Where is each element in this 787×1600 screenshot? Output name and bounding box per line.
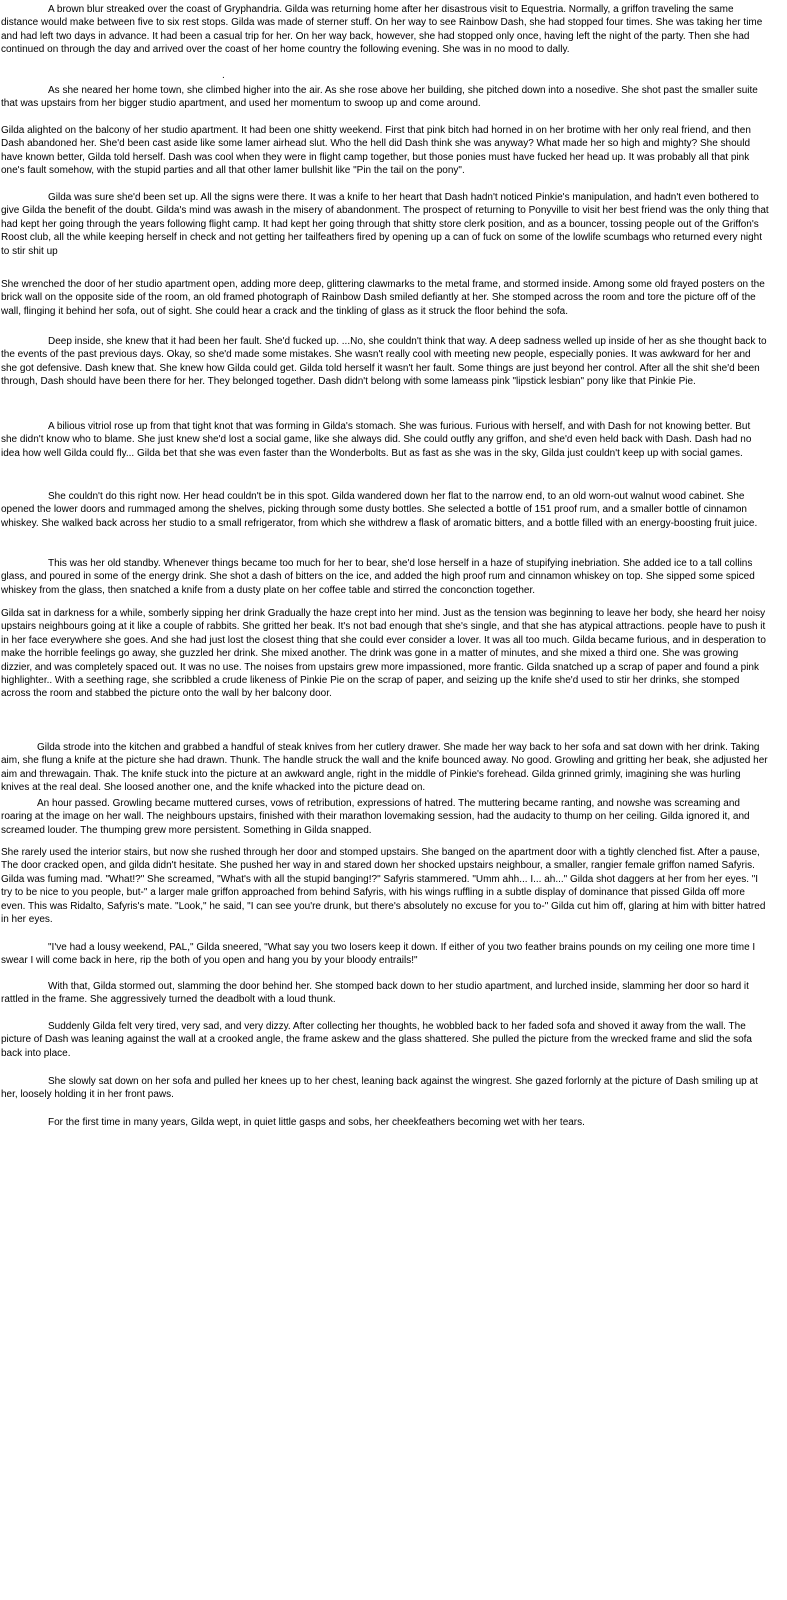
paragraph-17: She slowly sat down on her sofa and pulled her knees up to her chest, leaning back against the wingrest. She gazed forlornly at the picture of Dash smiling up at her, loosely holding it in her front paws. — [1, 1076, 758, 1101]
paragraph-8: She couldn't do this right now. Her head couldn't be in this spot. Gilda wandered down her flat to the narrow end, to an old worn-out walnut wood cabinet. She opened the lower doors and rummaged among the shelves, picking through some dusty bottles. She selected a bottle of 151 proof rum, and a smaller bottle of cinnamon whiskey. She walked back across her studio to a small refrigerator, from which she withdrew a flask of aromatic bitters, and a bottle filled with an energy-boosting fruit juice. — [1, 491, 758, 529]
paragraph-7: A bilious vitriol rose up from that tight knot that was forming in Gilda's stomach. She was furious. Furious with herself, and with Dash for not knowing better. But she didn't know who to blame. She just knew she'd lost a social game, like she always did. She could outfly any griffon, and she'd even held back with Dash. Dash had no idea how well Gilda could fly... Gilda bet that she was even faster than the Wonderbolts. But as fast as she was in the sky, Gilda just couldn't keep up with social games. — [1, 421, 752, 459]
paragraph-18: For the first time in many years, Gilda wept, in quiet little gasps and sobs, her cheekfeathers becoming wet with her tears. — [48, 1117, 585, 1128]
paragraph-4: Gilda was sure she'd been set up. All the signs were there. It was a knife to her heart that Dash hadn't noticed Pinkie's manipulation, and hadn't even bothered to give Gilda the benefit of the doubt. Gilda's mind was awash in the misery of abandonment. The prospect of returning to Ponyville to visit her best friend was the only thing that had kept her going through the years following flight camp. It had kept her going through that shitty store clerk position, and as a bouncer, tossing people out of the Griffon's Roost club, all the while keeping herself in check and not getting her tailfeathers fired by opening up a can of fuck on some of the lowlife scumbags who returned every night to stir shit up — [1, 192, 769, 257]
paragraph-16: Suddenly Gilda felt very tired, very sad, and very dizzy. After collecting her thoughts, he wobbled back to her faded sofa and shoved it away from the wall. The picture of Dash was leaning against the wall at a crooked angle, the frame askew and the glass shattered. She pulled the picture from the wrecked frame and slid the sofa back into place. — [1, 1021, 752, 1059]
paragraph-5: She wrenched the door of her studio apartment open, adding more deep, glittering clawmarks to the metal frame, and stormed inside. Among some old frayed posters on the brick wall on the opposite side of the room, an old framed photograph of Rainbow Dash smiled defiantly at her. She stomped across the room and tore the picture off of the wall, flinging it behind her sofa, out of sight. She could hear a crack and the tinkling of glass as it struck the floor behind the sofa. — [1, 279, 765, 317]
paragraph-11: Gilda strode into the kitchen and grabbed a handful of steak knives from her cutlery drawer. She made her way back to her sofa and sat down with her drink. Taking aim, she flung a knife at the picture she had drawn. Thunk. The handle struck the wall and the knife bounced away. No good. Growling and gritting her beak, she adjusted her aim and threwagain. Thak. The knife stuck into the picture at an awkward angle, right in the middle of Pinkie's forehead. Gilda grinned grimly, imagining she was hurling knives at the real deal. She loosed another one, and the knife whacked into the picture dead on. — [1, 742, 768, 794]
paragraph-13: She rarely used the interior stairs, but now she rushed through her door and stomped upstairs. She banged on the apartment door with a tightly clenched fist. After a pause, The door cracked open, and gilda didn't hesitate. She pushed her way in and stared down her shocked upstairs neighbour, a smaller, rangier female griffon named Safyris. Gilda was fuming mad. "What!?" She screamed, "What's with all the stupid banging!?" Safyris stammered. "Umm ahh... I... ah..." Gilda shot daggers at her from her eyes. "I try to be nice to you people, but-" a larger male griffon approached from behind Safyris, with his wings ruffling in a subtle display of dominance that pissed Gilda off more even. This was Ridalto, Safyris's mate. "Look," he said, "I can see you're drunk, but there's absolutely no excuse for you to-" Gilda cut him off, glaring at him with bitter hatred in her eyes. — [1, 847, 766, 926]
paragraph-1: A brown blur streaked over the coast of Gryphandria. Gilda was returning home after her disastrous visit to Equestria. Normally, a griffon traveling the same distance would make between five to six rest stops. Gilda was made of sterner stuff. On her way to see Rainbow Dash, she had stopped four times. She was taking her time and had left two days in advance. It had been a casual trip for her. On her way back, however, she had stopped only once, having left the night of the party. Then she had continued on through the day and arrived over the coast of her home country the following evening. She was in no mood to dally. — [1, 4, 763, 56]
stray-period: . — [222, 70, 225, 81]
paragraph-12: An hour passed. Growling became muttered curses, vows of retribution, expressions of hatred. The muttering became ranting, and nowshe was screaming and roaring at the image on her wall. The neighbours upstairs, finished with their marathon lovemaking session, had the audacity to thump on her ceiling. Gilda ignored it, and screamed louder. The thumping grew more persistent. Something in Gilda snapped. — [1, 798, 750, 836]
paragraph-2: As she neared her home town, she climbed higher into the air. As she rose above her building, she pitched down into a nosedive. She shot past the smaller suite that was upstairs from her bigger studio apartment, and used her momentum to swoop up and come around. — [1, 85, 758, 110]
paragraph-6: Deep inside, she knew that it had been her fault. She'd fucked up. ...No, she couldn't think that way. A deep sadness welled up inside of her as she thought back to the events of the past previous days. Okay, so she'd made some mistakes. She wasn't really cool with meeting new people, especially ponies. It was awkward for her and she got defensive. Dash knew that. She knew how Gilda could get. Gilda told herself it wasn't her fault. Some things are just beyond her control. After all the shit she'd been through, Dash should have been there for her. They belonged together. Dash didn't belong with some lameass pink "lipstick lesbian" pony like that Pinkie Pie. — [1, 336, 767, 388]
paragraph-9: This was her old standby. Whenever things became too much for her to bear, she'd lose herself in a haze of stupifying inebriation. She added ice to a tall collins glass, and poured in some of the energy drink. She shot a dash of bitters on the ice, and added the high proof rum and cinnamon whiskey on top. She sipped some spiced whiskey from the glass, then snatched a knife from a dusty plate on her coffee table and stirred the conconction together. — [1, 558, 755, 596]
paragraph-10: Gilda sat in darkness for a while, somberly sipping her drink Gradually the haze crept into her mind. Just as the tension was beginning to leave her body, she heard her noisy upstairs neighbours going at it like a couple of rabbits. She gritted her beak. It's not bad enough that she's single, and that she has atypical attractions. people have to push it in her face everywhere she goes. And she had just lost the closest thing that she could ever consider a lover. It was all too much. Gilda became furious, and in desperation to make the horrible feelings go away, she guzzled her drink. She mixed another. The drink was gone in a matter of minutes, and she mixed a third one. She was growing dizzier, and was completely spaced out. It was no use. The noises from upstairs grew more impassioned, more frantic. Gilda snatched up a scrap of paper and found a pink highlighter.. With a seething rage, she scribbled a crude likeness of Pinkie Pie on the scrap of paper, and seizing up the knife she'd used to stir her drinks, she stomped across the room and stabbed the picture onto the wall by her balcony door. — [1, 608, 766, 700]
paragraph-3: Gilda alighted on the balcony of her studio apartment. It had been one shitty weekend. First that pink bitch had horned in on her brotime with her only real friend, and then Dash abandoned her. She'd been cast aside like some lamer airhead slut. Who the hell did Dash think she was anyway? What made her so high and mighty? She should have known better, Gilda told herself. Dash was cool when they were in flight camp together, but those ponies must have fucked her head up. It was probably all that pink one's fault somehow, with the stupid parties and all that other lamer bullshit like "Pin the tail on the pony". — [1, 125, 751, 177]
paragraph-15: With that, Gilda stormed out, slamming the door behind her. She stomped back down to her studio apartment, and lurched inside, slamming her door so hard it rattled in the frame. She aggressively turned the deadbolt with a loud thunk. — [1, 981, 749, 1006]
paragraph-14: "I've had a lousy weekend, PAL," Gilda sneered, "What say you two losers keep it down. If either of you two feather brains pounds on my ceiling one more time I swear I will come back in here, rip the both of you open and hang you by your bloody entrails!" — [1, 942, 756, 967]
